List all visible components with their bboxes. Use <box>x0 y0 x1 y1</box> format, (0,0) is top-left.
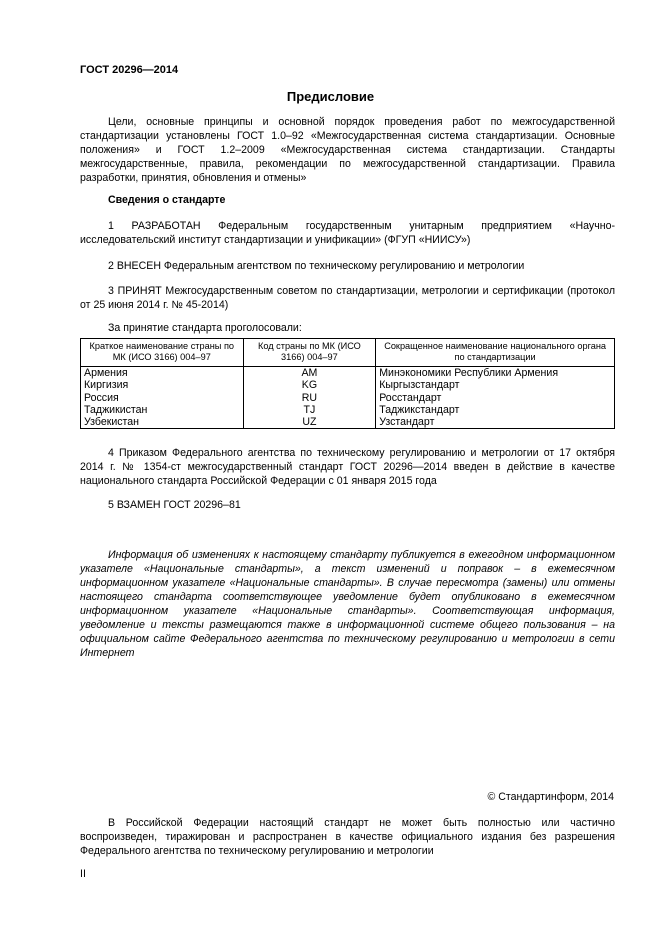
table-row <box>81 404 615 416</box>
code-cell: UZ <box>243 416 376 429</box>
copyright-line: © Стандартинформ, 2014 <box>487 791 614 803</box>
page-title: Предисловие <box>286 89 375 104</box>
item-introduced: 2 ВНЕСЕН Федеральным агентством по техническому регулированию и метрологии <box>108 260 525 272</box>
country-cell: Узбекистан <box>81 416 244 429</box>
rights-notice: В Российской Федерации настоящий стандарт не может быть полностью или частично воспроизведен, тиражирован и распространен в качестве официального издания без разрешения Федерального агентства по техническому регулированию и метрологии <box>80 817 615 857</box>
country-cell: Россия <box>81 392 244 404</box>
code-cell: RU <box>243 392 376 404</box>
country-cell: Таджикистан <box>81 404 244 416</box>
country-cell: Киргизия <box>81 379 244 391</box>
code-cell: TJ <box>243 404 376 416</box>
changes-notice: Информация об изменениях к настоящему стандарту публикуется в ежегодном информационном указателе «Национальные стандарты», а текст изменений и поправок – в ежемесячном информационном указателе «Национальные стандарты». В случае пересмотра (замены) или отмены настоящего стандарта соответствующее уведомление будет опубликовано в ежемесячном информационном указателе «Национальные стандарты». Соответствующая информация, уведомление и тексты размещаются также в информационной системе общего пользования – на официальном сайте Федерального агентства по техническому регулированию и метрологии в сети Интернет <box>80 549 615 659</box>
header-country-code: Код страны по МК (ИСО 3166) 004–97 <box>243 339 376 367</box>
vote-caption: За принятие стандарта проголосовали: <box>108 322 302 334</box>
table-row <box>81 392 615 404</box>
item-replaces: 5 ВЗАМЕН ГОСТ 20296–81 <box>108 499 241 511</box>
table-row <box>81 367 615 380</box>
body-cell: Минэкономики Республики Армения <box>376 367 615 380</box>
vote-table <box>80 338 615 429</box>
table-row <box>81 379 615 391</box>
intro-paragraph: Цели, основные принципы и основной порядок проведения работ по межгосударственной стандартизации установлены ГОСТ 1.0–92 «Межгосударственная система стандартизации. Основные положения» и ГОСТ 1.2–2009 «Межгосударственная система стандартизации. Стандарты межгосударственные, правила, рекомендации по межгосударственной стандартизации. Правила разработки, принятия, обновления и отмены» <box>80 116 615 184</box>
header-standards-body: Сокращенное наименование национального органа по стандартизации <box>376 339 615 367</box>
body-cell: Узстандарт <box>376 416 615 429</box>
body-cell: Росстандарт <box>376 392 615 404</box>
table-row <box>81 416 615 429</box>
code-cell: KG <box>243 379 376 391</box>
item-developed: 1 РАЗРАБОТАН Федеральным государственным унитарным предприятием «Научно-исследовательский институт стандартизации и унификации» (ФГУП «НИИСУ») <box>80 220 615 246</box>
code-cell: AM <box>243 367 376 380</box>
table-header-row <box>81 339 615 367</box>
item-adopted: 3 ПРИНЯТ Межгосударственным советом по стандартизации, метрологии и сертификации (протокол от 25 июня 2014 г. № 45-2014) <box>80 285 615 311</box>
document-code: ГОСТ 20296—2014 <box>80 64 179 76</box>
body-cell: Кыргызстандарт <box>376 379 615 391</box>
country-cell: Армения <box>81 367 244 380</box>
body-cell: Таджикстандарт <box>376 404 615 416</box>
section-heading: Сведения о стандарте <box>108 194 226 206</box>
page-number: II <box>80 868 86 880</box>
item-enacted: 4 Приказом Федерального агентства по техническому регулированию и метрологии от 17 октября 2014 г. № 1354-ст межгосударственный стандарт ГОСТ 20296—2014 введен в действие в качестве национального стандарта Российской Федерации с 01 января 2015 года <box>80 447 615 487</box>
header-country-name: Краткое наименование страны по МК (ИСО 3166) 004–97 <box>81 339 244 367</box>
